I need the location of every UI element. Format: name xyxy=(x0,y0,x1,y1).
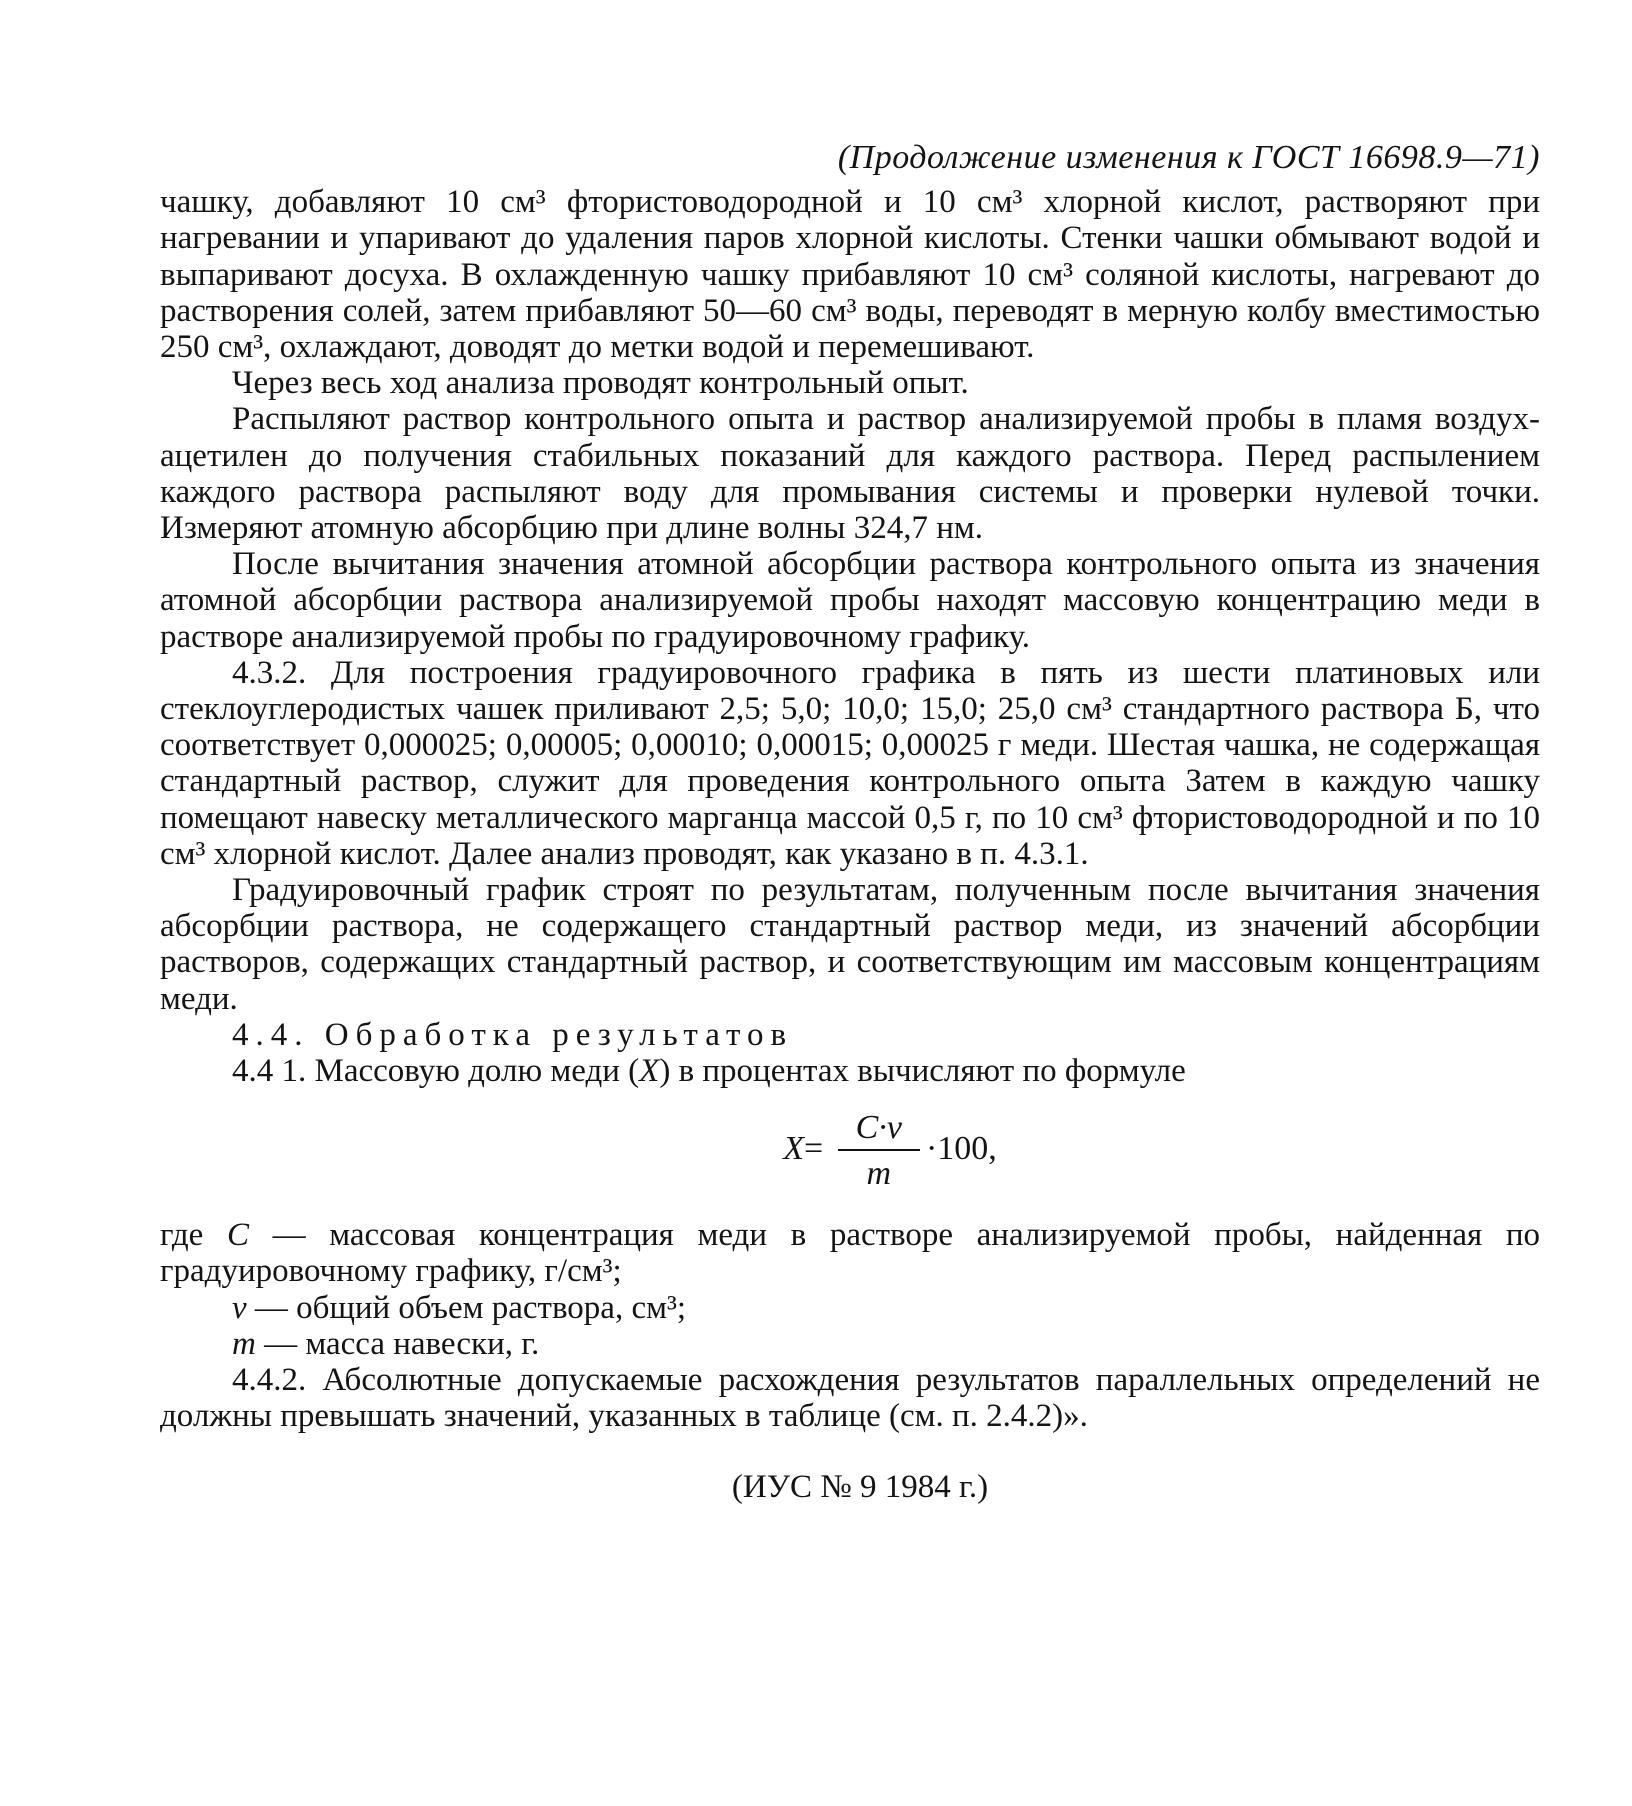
formula-equals: = xyxy=(803,1130,824,1168)
publication-note: (ИУС № 9 1984 г.) xyxy=(731,1468,989,1505)
definition-v xyxy=(160,1290,1540,1326)
p7-text-pre: 4.4 1. Массовую долю меди ( xyxy=(232,1053,640,1090)
page-header: (Продолжение изменения к ГОСТ 16698.9—71) xyxy=(837,139,1540,176)
definition-c-text: — массовая концентрация меди в растворе анализируемой пробы, найденная по градуировочному графику, г/см³; xyxy=(160,1217,1540,1290)
paragraph-subtraction: После вычитания значения атомной абсорбции раствора контрольного опыта из значения атомной абсорбции раствора анализируемой пробы находят массовую концентрацию меди в растворе анализируемой пробы по градуировочному графику. xyxy=(160,546,1540,655)
formula-denominator: m xyxy=(866,1155,892,1193)
section-heading-4-4: 4.4. Обработка результатов xyxy=(232,1016,794,1053)
definition-c xyxy=(160,1217,1540,1289)
formula xyxy=(160,1111,1540,1191)
symbol-c: C xyxy=(226,1217,249,1254)
where-lead: где xyxy=(160,1217,227,1254)
paragraph-calibration-graph: Градуировочный график строят по результатам, полученным после вычитания значения абсорбции раствора, не содержащего стандартный раствор меди, из значений абсорбции растворов, содержащих стандартный раствор, и соответствующим им массовым концентрациям меди. xyxy=(160,872,1540,1017)
formula-numerator: C·v xyxy=(838,1111,920,1151)
formula-tail: ·100, xyxy=(925,1130,997,1168)
p7-text-post: ) в процентах вычисляют по формуле xyxy=(659,1053,1186,1090)
paragraph-4-3-2: 4.3.2. Для построения градуировочного графика в пять из шести платиновых или стеклоуглеродистых чашек приливают 2,5; 5,0; 10,0; 15,0; 25,0 см³ стандартного раствора Б, что соответствует 0,000025; 0,00005; 0,00010; 0,00015; 0,00025 г меди. Шестая чашка, не содержащая стандартный раствор, служит для проведения контрольного опыта Затем в каждую чашку помещают навеску металлического марганца массой 0,5 г, по 10 см³ фтористоводородной и по 10 см³ хлорной кислот. Далее анализ проводят, как указано в п. 4.3.1. xyxy=(160,654,1540,872)
paragraph-spraying: Распыляют раствор контрольного опыта и раствор анализируемой пробы в пламя воздух-ацетилен до получения стабильных показаний для каждого раствора. Перед распылением каждого раствора распыляют воду для промывания системы и проверки нулевой точки. Измеряют атомную абсорбцию при длине волны 324,7 нм. xyxy=(160,401,1540,547)
variable-definitions xyxy=(160,1217,1540,1362)
paragraph-4-4-2: 4.4.2. Абсолютные допускаемые расхождения результатов параллельных определений не должны превышать значений, указанных в таблице (см. п. 2.4.2)». xyxy=(160,1362,1540,1435)
symbol-m: m xyxy=(232,1325,256,1362)
definition-m xyxy=(160,1326,1540,1362)
symbol-v: v xyxy=(232,1289,247,1326)
definition-v-text: — общий объем раствора, см³; xyxy=(246,1289,687,1326)
document-page xyxy=(160,140,1540,1505)
paragraph-4-4-1 xyxy=(160,1053,1540,1089)
variable-x: X xyxy=(639,1053,660,1090)
formula-lhs: X xyxy=(783,1130,804,1168)
formula-fraction xyxy=(838,1111,920,1191)
paragraph-dissolution: чашку, добавляют 10 см³ фтористоводородной и 10 см³ хлорной кислот, растворяют при нагревании и упаривают до удаления паров хлорной кислоты. Стенки чашки обмывают водой и выпаривают досуха. В охлажденную чашку прибавляют 10 см³ соляной кислоты, нагревают до растворения солей, затем прибавляют 50—60 см³ воды, переводят в мерную колбу вместимостью 250 см³, охлаждают, доводят до метки водой и перемешивают. xyxy=(160,184,1540,366)
paragraph-control-experiment: Через весь ход анализа проводят контрольный опыт. xyxy=(232,365,969,402)
definition-m-text: — масса навески, г. xyxy=(255,1325,540,1362)
